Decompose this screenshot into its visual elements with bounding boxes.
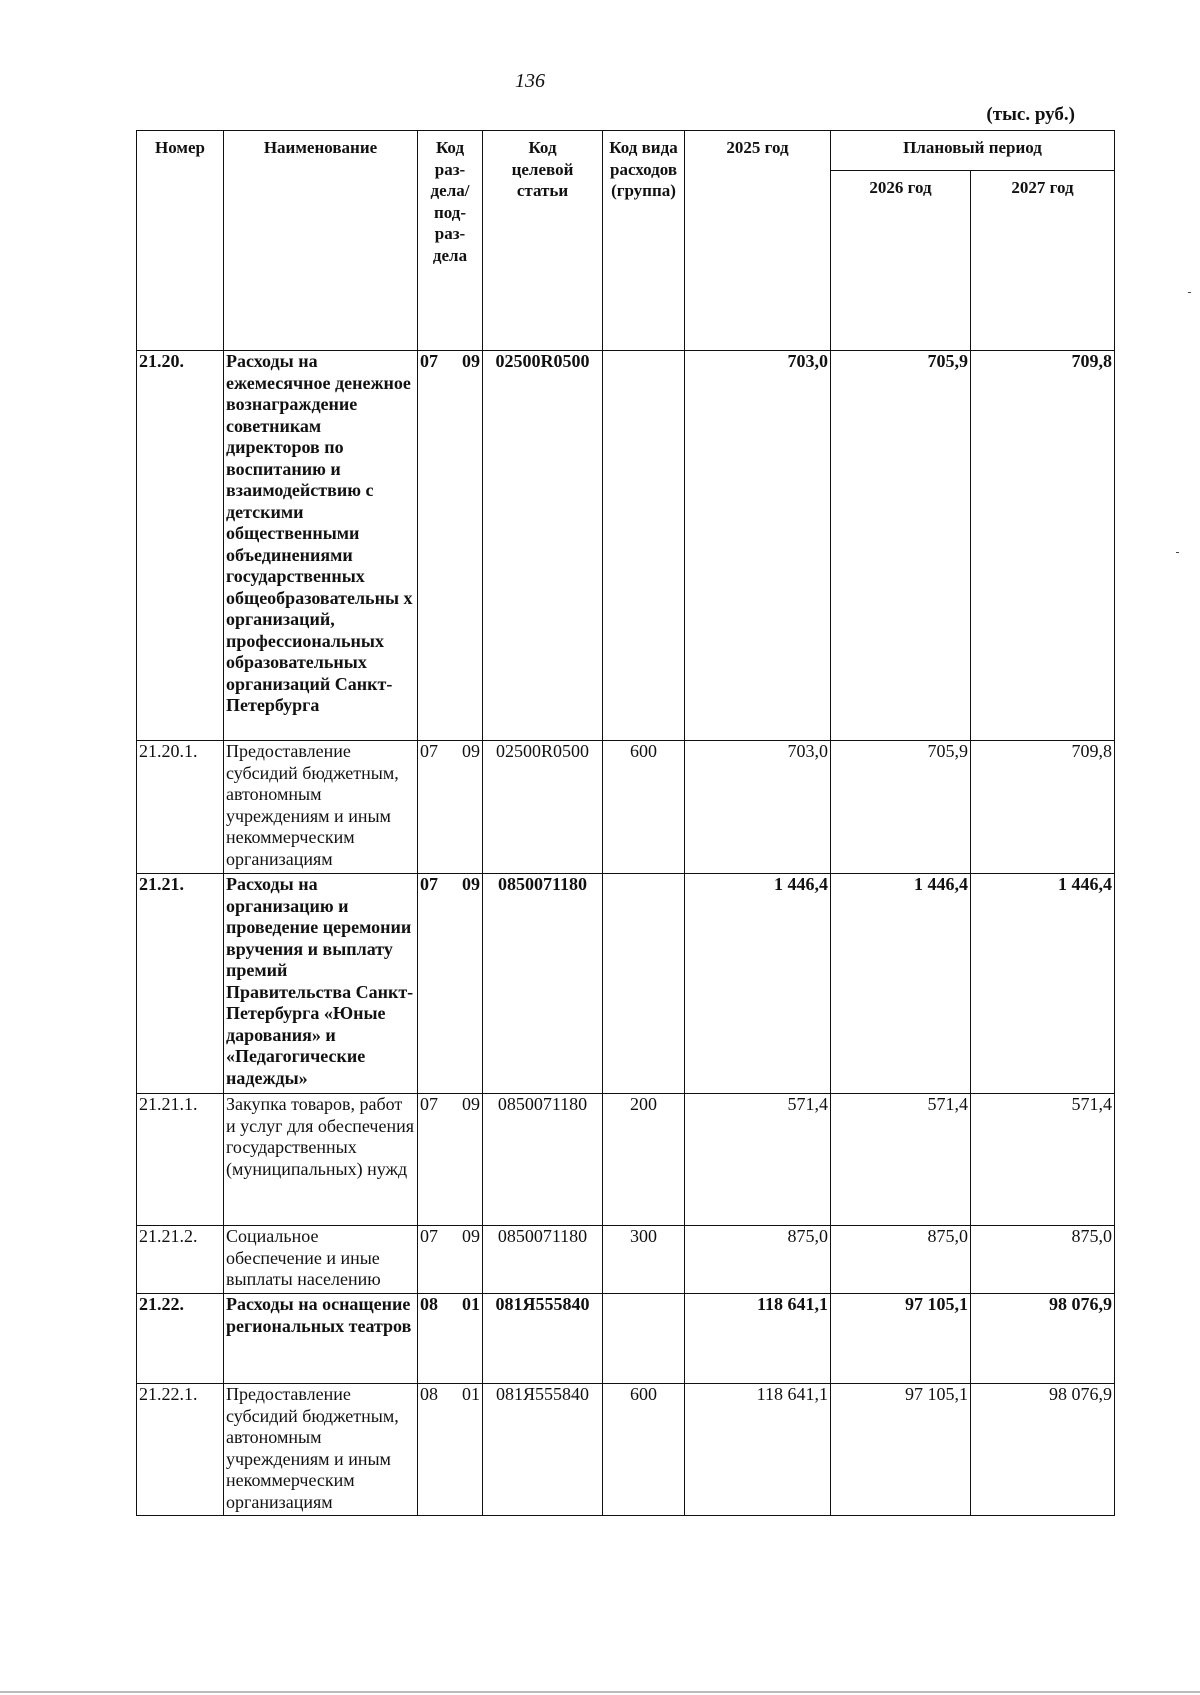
row-nomer: 21.20. (137, 351, 224, 741)
header-line: дела (432, 245, 468, 265)
row-kod-vida (603, 1294, 685, 1384)
row-2026: 705,9 (831, 741, 971, 874)
header-planovy-period: Плановый период (831, 131, 1115, 171)
header-line: целевой (511, 159, 574, 179)
row-razdel-podrazdel (418, 1384, 483, 1516)
table-row (137, 874, 1115, 1094)
header-line: Код (528, 138, 557, 157)
row-2027: 875,0 (971, 1226, 1115, 1294)
row-name: Предоставление субсидий бюджетным, автономным учреждениям и иным некоммерческим организациям (224, 741, 418, 874)
row-podrazdel: 01 (462, 1294, 480, 1314)
row-nomer: 21.21.1. (137, 1094, 224, 1226)
header-kod-vida (603, 131, 685, 351)
table-row (137, 741, 1115, 874)
row-kod-celevoy: 02500R0500 (483, 741, 603, 874)
header-2025: 2025 год (685, 131, 831, 351)
header-line: дела/ (430, 181, 470, 200)
row-razdel: 08 (420, 1384, 438, 1404)
header-kod-celevoy-lines (485, 137, 600, 202)
row-razdel-podrazdel (418, 1226, 483, 1294)
row-kod-celevoy: 0850071180 (483, 874, 603, 1094)
scan-edge-line (0, 1691, 1200, 1693)
row-kod-vida: 300 (603, 1226, 685, 1294)
row-kod-vida: 600 (603, 1384, 685, 1516)
row-razdel: 08 (420, 1294, 438, 1314)
row-2027: 1 446,4 (971, 874, 1115, 1094)
row-2027: 98 076,9 (971, 1294, 1115, 1384)
header-line: под- (433, 202, 467, 222)
header-line: расходов (610, 159, 677, 179)
header-2027: 2027 год (971, 171, 1115, 351)
header-kod-razdela (418, 131, 483, 351)
row-podrazdel: 09 (462, 874, 480, 894)
row-name: Расходы на ежемесячное денежное вознаграждение советникам директоров по воспитанию и взаимодействию с детскими общественными объединениями государственных общеобразовательны х организаций, профессиональных образовательных организаций Санкт-Петербурга (224, 351, 418, 741)
row-kod-vida: 600 (603, 741, 685, 874)
row-2026: 97 105,1 (831, 1294, 971, 1384)
header-line: Код (435, 138, 465, 157)
row-2025: 875,0 (685, 1226, 831, 1294)
header-line: статьи (516, 181, 569, 200)
budget-table (136, 130, 1115, 1516)
row-kod-celevoy: 081Я555840 (483, 1384, 603, 1516)
header-kod-razdela-lines (420, 137, 480, 266)
row-2026: 1 446,4 (831, 874, 971, 1094)
scan-mark (1176, 552, 1179, 553)
row-podrazdel: 09 (462, 741, 480, 761)
header-line: раз- (434, 224, 466, 243)
row-kod-vida (603, 351, 685, 741)
row-kod-celevoy: 02500R0500 (483, 351, 603, 741)
header-naimenovanie: Наименование (224, 131, 418, 351)
row-2026: 705,9 (831, 351, 971, 741)
row-razdel: 07 (420, 1094, 438, 1114)
row-name: Предоставление субсидий бюджетным, автономным учреждениям и иным некоммерческим организациям (224, 1384, 418, 1516)
table-body (137, 351, 1115, 1516)
row-podrazdel: 01 (462, 1384, 480, 1404)
header-kod-vida-lines (605, 137, 682, 202)
row-2025: 571,4 (685, 1094, 831, 1226)
row-razdel-podrazdel (418, 1094, 483, 1226)
row-nomer: 21.21. (137, 874, 224, 1094)
row-2026: 97 105,1 (831, 1384, 971, 1516)
row-razdel: 07 (420, 741, 438, 761)
row-2027: 98 076,9 (971, 1384, 1115, 1516)
row-razdel-podrazdel (418, 1294, 483, 1384)
units-label: (тыс. руб.) (986, 104, 1075, 125)
row-nomer: 21.21.2. (137, 1226, 224, 1294)
row-podrazdel: 09 (462, 351, 480, 371)
table-row (137, 1226, 1115, 1294)
row-kod-celevoy: 0850071180 (483, 1226, 603, 1294)
header-line: Код вида (609, 138, 678, 157)
row-nomer: 21.20.1. (137, 741, 224, 874)
row-2027: 709,8 (971, 351, 1115, 741)
table-row (137, 1294, 1115, 1384)
row-2026: 875,0 (831, 1226, 971, 1294)
table-row (137, 351, 1115, 741)
table-row (137, 1384, 1115, 1516)
header-nomer: Номер (137, 131, 224, 351)
row-kod-celevoy: 081Я555840 (483, 1294, 603, 1384)
row-razdel-podrazdel (418, 741, 483, 874)
header-line: раз- (434, 159, 466, 179)
header-kod-celevoy (483, 131, 603, 351)
row-2027: 571,4 (971, 1094, 1115, 1226)
row-2025: 118 641,1 (685, 1384, 831, 1516)
row-kod-celevoy: 0850071180 (483, 1094, 603, 1226)
page-number: 136 (515, 70, 545, 92)
row-2025: 703,0 (685, 741, 831, 874)
row-nomer: 21.22. (137, 1294, 224, 1384)
scan-mark (1188, 292, 1191, 293)
header-2026: 2026 год (831, 171, 971, 351)
row-2027: 709,8 (971, 741, 1115, 874)
row-razdel: 07 (420, 874, 438, 894)
row-name: Закупка товаров, работ и услуг для обеспечения государственных (муниципальных) нужд (224, 1094, 418, 1226)
row-name: Расходы на организацию и проведение церемонии вручения и выплату премий Правительства Санкт-Петербурга «Юные дарования» и «Педагогические надежды» (224, 874, 418, 1094)
row-podrazdel: 09 (462, 1094, 480, 1114)
row-razdel-podrazdel (418, 874, 483, 1094)
row-podrazdel: 09 (462, 1226, 480, 1246)
row-razdel: 07 (420, 351, 438, 371)
row-kod-vida (603, 874, 685, 1094)
table-row (137, 1094, 1115, 1226)
row-razdel: 07 (420, 1226, 438, 1246)
row-razdel-podrazdel (418, 351, 483, 741)
row-2025: 703,0 (685, 351, 831, 741)
header-row-1 (137, 131, 1115, 171)
row-name: Расходы на оснащение региональных театров (224, 1294, 418, 1384)
row-nomer: 21.22.1. (137, 1384, 224, 1516)
row-2025: 118 641,1 (685, 1294, 831, 1384)
row-kod-vida: 200 (603, 1094, 685, 1226)
header-line: (группа) (611, 181, 676, 200)
row-2025: 1 446,4 (685, 874, 831, 1094)
row-2026: 571,4 (831, 1094, 971, 1226)
row-name: Социальное обеспечение и иные выплаты населению (224, 1226, 418, 1294)
